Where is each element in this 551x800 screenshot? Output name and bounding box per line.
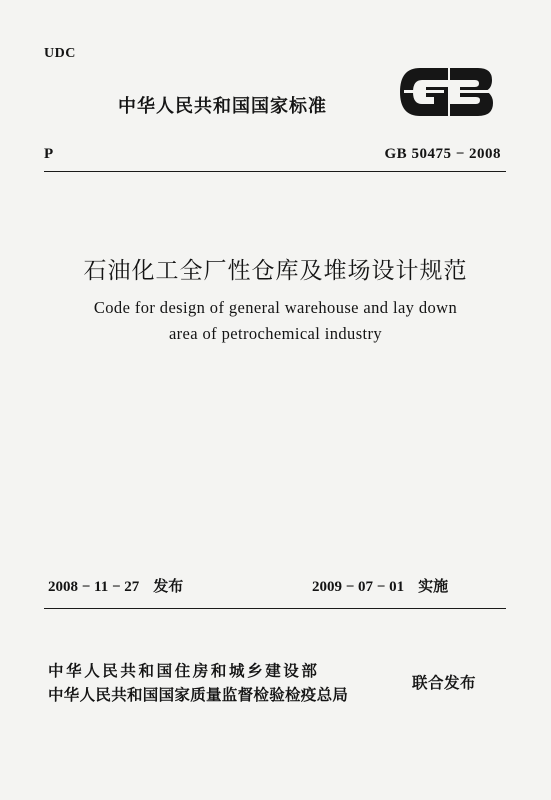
national-standard-heading: 中华人民共和国国家标准 bbox=[118, 96, 327, 117]
issue-date: 2008 − 11 − 27 bbox=[48, 579, 140, 595]
title-english bbox=[0, 295, 551, 347]
standard-number: GB 50475 − 2008 bbox=[384, 146, 501, 162]
issue-date-block bbox=[48, 575, 183, 596]
standard-category: P bbox=[44, 146, 54, 162]
gb-logo-svg bbox=[398, 66, 494, 118]
top-divider bbox=[44, 171, 506, 172]
title-english-line2: area of petrochemical industry bbox=[168, 324, 383, 343]
implement-label: 实施 bbox=[418, 577, 449, 595]
gb-logo-icon bbox=[398, 66, 494, 118]
title-english-line1: Code for design of general warehouse and lay down bbox=[93, 298, 458, 317]
udc-label: UDC bbox=[44, 46, 76, 61]
issuer-ministry-housing: 中华人民共和国住房和城乡建设部 bbox=[48, 662, 320, 680]
issue-label: 发布 bbox=[153, 577, 184, 595]
implement-date-block bbox=[312, 575, 448, 596]
bottom-divider bbox=[44, 608, 506, 609]
joint-issue-label: 联合发布 bbox=[412, 674, 477, 692]
implement-date: 2009 − 07 − 01 bbox=[312, 579, 405, 595]
issuer-aqsiq: 中华人民共和国国家质量监督检验检疫总局 bbox=[48, 686, 349, 704]
title-chinese: 石油化工全厂性仓库及堆场设计规范 bbox=[83, 258, 468, 284]
